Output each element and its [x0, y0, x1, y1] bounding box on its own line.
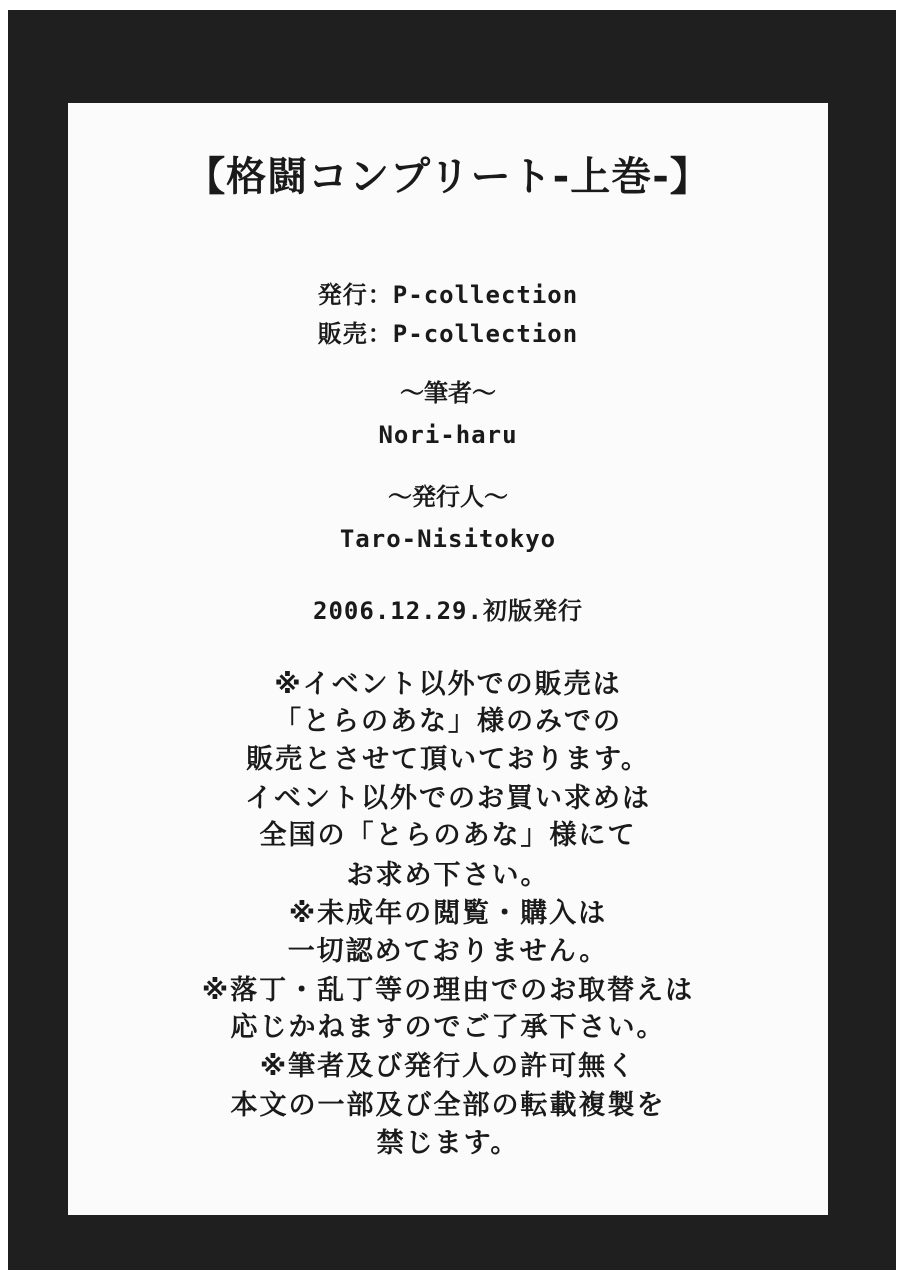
- publisher-issue-line: 発行：P-collection: [317, 281, 579, 309]
- notice-line: 禁じます。: [376, 1128, 520, 1159]
- author-name: Nori-haru: [378, 421, 518, 449]
- issuer-heading: 〜発行人〜: [388, 483, 508, 511]
- publisher-sale-line: 販売：P-collection: [317, 320, 579, 348]
- notice-line: ※落丁・乱丁等の理由でのお取替えは: [201, 975, 695, 1006]
- publication-date: 2006.12.29.初版発行: [313, 597, 583, 625]
- issuer-name: Taro-Nisitokyo: [339, 525, 557, 553]
- notice-line: ※筆者及び発行人の許可無く: [259, 1051, 637, 1082]
- colophon-page: [68, 103, 828, 1215]
- notice-line: 一切認めておりません。: [287, 936, 609, 967]
- notice-line: 販売とさせて頂いております。: [246, 744, 650, 775]
- notice-line: ※未成年の閲覧・購入は: [288, 898, 608, 929]
- book-title: 【格闘コンプリート-上巻-】: [185, 154, 711, 200]
- notice-line: イベント以外でのお買い求めは: [245, 783, 651, 814]
- notice-line: ※イベント以外での販売は: [274, 669, 622, 700]
- notice-line: 全国の「とらのあな」様にて: [259, 820, 637, 851]
- notice-line: 応じかねますのでご了承下さい。: [230, 1012, 666, 1043]
- notice-line: 「とらのあな」様のみでの: [274, 706, 622, 737]
- notice-line: お求め下さい。: [346, 860, 550, 891]
- notice-line: 本文の一部及び全部の転載複製を: [230, 1090, 666, 1121]
- author-heading: 〜筆者〜: [400, 379, 496, 407]
